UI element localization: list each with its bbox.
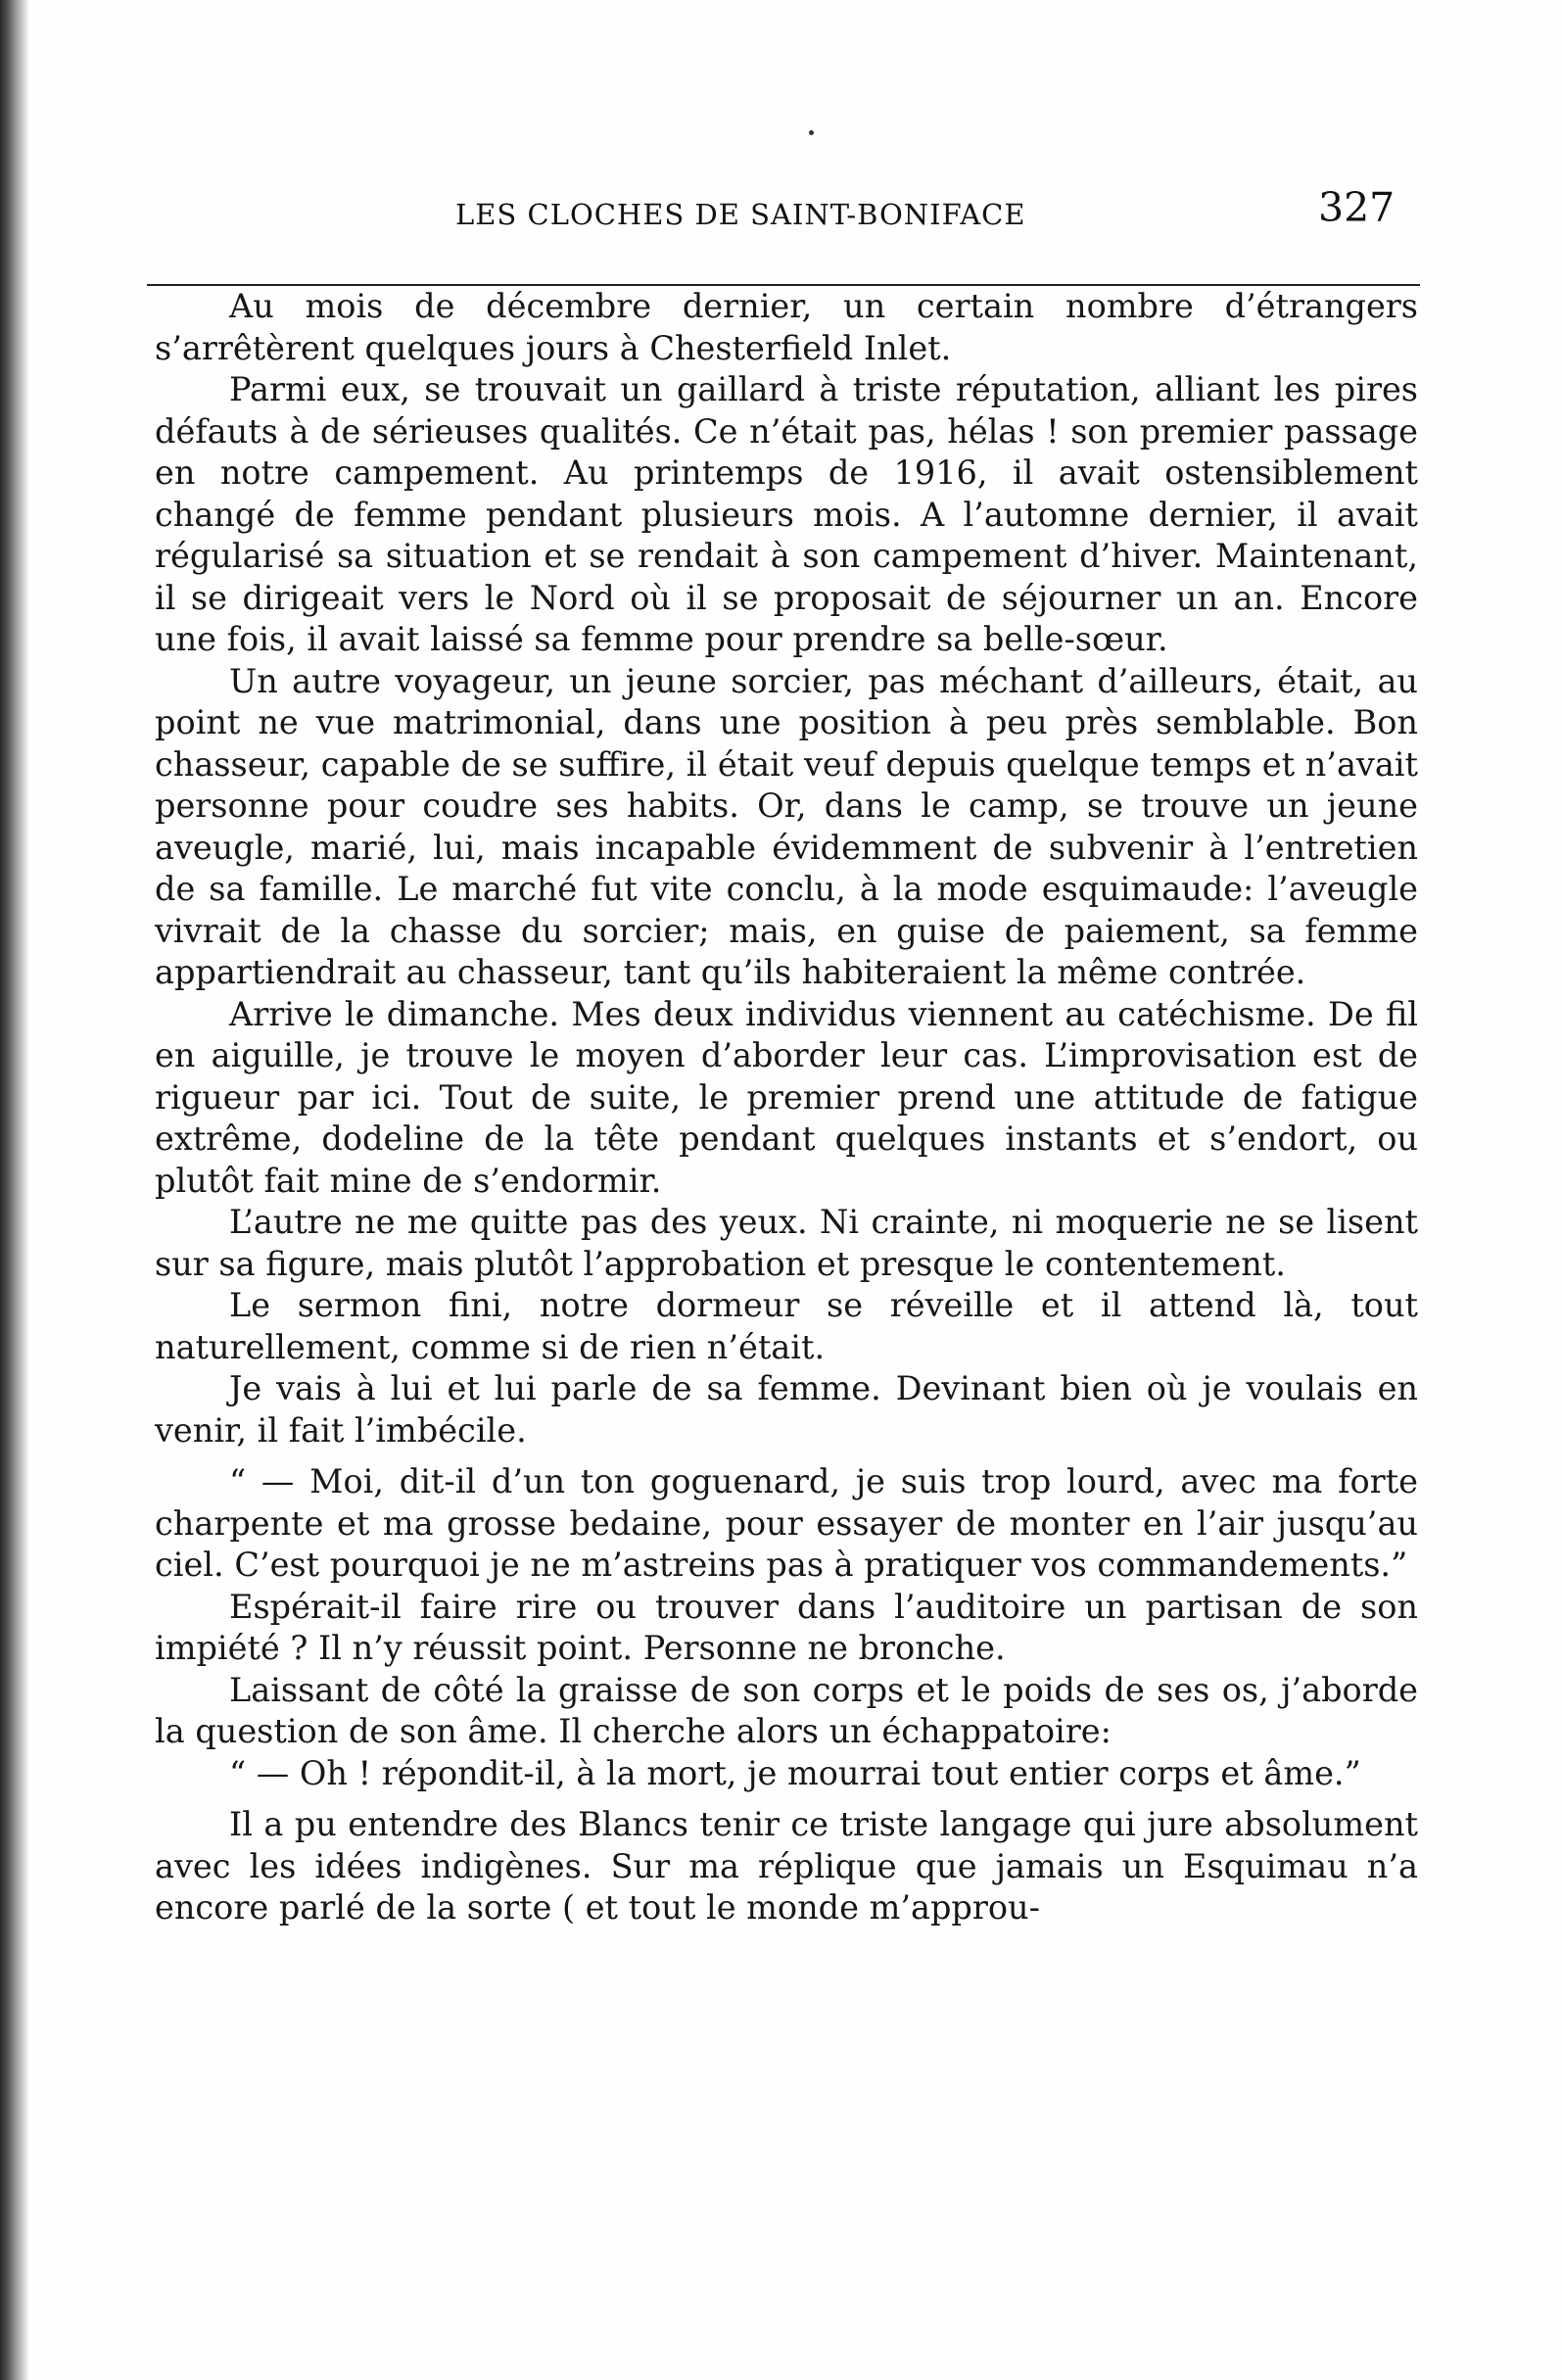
quote-paragraph: “ — Moi, dit-il d’un ton goguenard, je suis trop lourd, avec ma forte charpente et ma grosse bedaine, pour essayer de monter en l’air jusqu’au ciel. C’est pourquoi je ne m’astreins pas à pratiquer vos commandements.” bbox=[155, 1462, 1418, 1584]
paragraph: Espérait-il faire rire ou trouver dans l’auditoire un partisan de son impiété ? Il n’y réussit point. Personne ne bronche. bbox=[155, 1587, 1418, 1667]
page-number: 327 bbox=[1318, 184, 1396, 231]
paragraph: Je vais à lui et lui parle de sa femme. Devinant bien où je voulais en venir, il fait l’imbécile. bbox=[155, 1369, 1418, 1450]
body-text bbox=[155, 286, 1418, 1929]
paragraph: Laissant de côté la graisse de son corps et le poids de ses os, j’aborde la question de son âme. Il cherche alors un échappatoire: bbox=[155, 1670, 1418, 1750]
page-header bbox=[0, 176, 1562, 255]
running-title: LES CLOCHES DE SAINT-BONIFACE bbox=[455, 198, 1026, 231]
paragraph: L’autre ne me quitte pas des yeux. Ni crainte, ni moquerie ne se lisent sur sa figure, mais plutôt l’approbation et presque le contentement. bbox=[155, 1203, 1418, 1283]
binding-shadow bbox=[0, 0, 29, 2380]
paragraph: Un autre voyageur, un jeune sorcier, pas méchant d’ailleurs, était, au point ne vue matrimonial, dans une position à peu près semblable. Bon chasseur, capable de se suffire, il était veuf depuis quelque temps et n’avait personne pour coudre ses habits. Or, dans le camp, se trouve un jeune aveugle, marié, lui, mais incapable évidemment de subvenir à l’entretien de sa famille. Le marché fut vite conclu, à la mode esquimaude: l’aveugle vivrait de la chasse du sorcier; mais, en guise de paiement, sa femme appartiendrait au chasseur, tant qu’ils habiteraient la même contrée. bbox=[155, 661, 1418, 991]
paragraph: Au mois de décembre dernier, un certain nombre d’étrangers s’arrêtèrent quelques jours à Chesterfield Inlet. bbox=[155, 287, 1418, 367]
paragraph: Il a pu entendre des Blancs tenir ce triste langage qui jure absolument avec les idées indigènes. Sur ma réplique que jamais un Esquimau n’a encore parlé de la sorte ( et tout le monde m’approu- bbox=[155, 1805, 1418, 1927]
quote-paragraph: “ — Oh ! répondit-il, à la mort, je mourrai tout entier corps et âme.” bbox=[229, 1753, 1361, 1792]
paragraph: Arrive le dimanche. Mes deux individus viennent au catéchisme. De fil en aiguille, je trouve le moyen d’aborder leur cas. L’improvisation est de rigueur par ici. Tout de suite, le premier prend une attitude de fatigue extrême, dodeline de la tête pendant quelques instants et s’endort, ou plutôt fait mine de s’endormir. bbox=[155, 994, 1418, 1200]
paragraph: Le sermon fini, notre dormeur se réveille et il attend là, tout naturellement, comme si de rien n’était. bbox=[155, 1286, 1418, 1366]
ink-speck bbox=[809, 130, 814, 135]
paragraph: Parmi eux, se trouvait un gaillard à triste réputation, alliant les pires défauts à de sérieuses qualités. Ce n’était pas, hélas ! son premier passage en notre campement. Au printemps de 1916, il avait ostensiblement changé de femme pendant plusieurs mois. A l’automne dernier, il avait régularisé sa situation et se rendait à son campement d’hiver. Maintenant, il se dirigeait vers le Nord où il se proposait de séjourner un an. Encore une fois, il avait laissé sa femme pour prendre sa belle-sœur. bbox=[155, 370, 1418, 658]
